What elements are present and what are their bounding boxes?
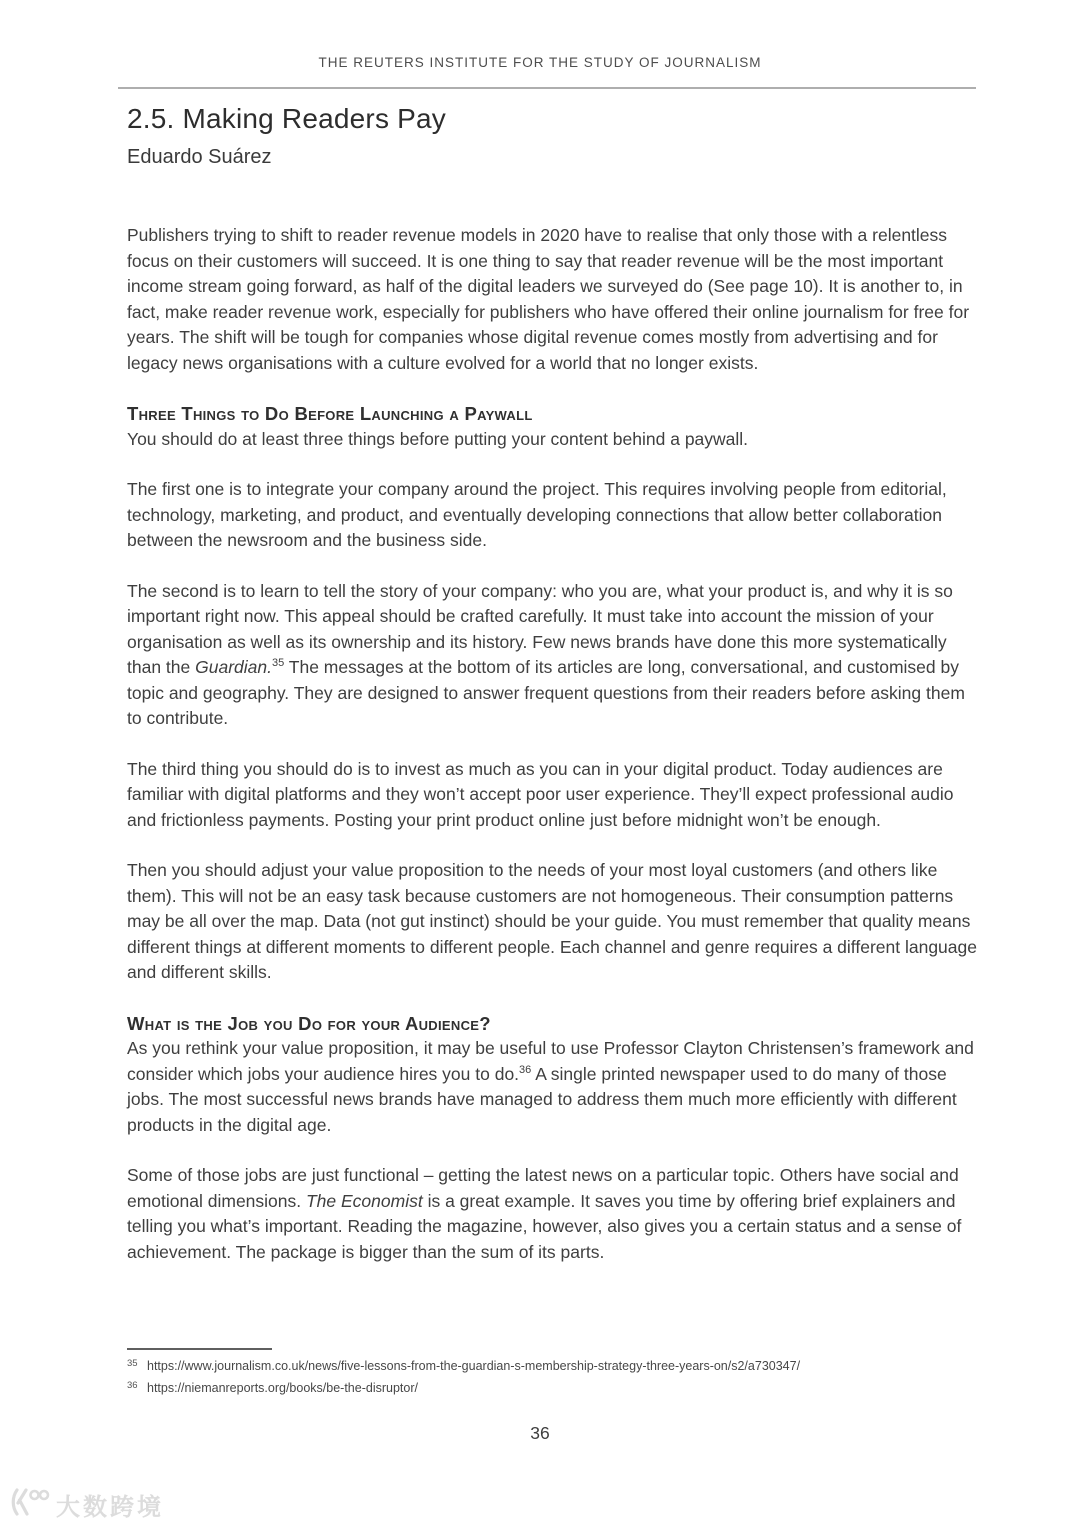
watermark	[10, 1487, 164, 1522]
footnote-link[interactable]: https://www.journalism.co.uk/news/five-lessons-from-the-guardian-s-membership-strategy-three-years-on/s2/a730347/	[147, 1359, 801, 1373]
paragraph-story-post: The messages at the bottom of its articles are long, conversational, and customised by topic and geography. They are designed to answer frequent questions from their readers before asking them to contribute.	[127, 657, 965, 728]
section-heading-audience: What is the Job you Do for your Audience?	[127, 1012, 491, 1034]
footnote-item	[127, 1378, 977, 1400]
paragraph-story-pre: The second is to learn to tell the story of your company: who you are, what your product is, and why it is so important right now. This appeal should be crafted carefully. It must take into account the mission of your organisation as well as its ownership and its history. Few news brands have done this more systematically than the	[127, 580, 953, 677]
paragraph-intro: Publishers trying to shift to reader revenue models in 2020 have to realise that only those with a relentless focus on their customers will succeed. It is one thing to say that reader revenue will be the most important income stream going forward, as half of the digital leaders we surveyed do (See page 10). It is another to, in fact, make reader revenue work, especially for publishers who have offered their online journalism for free for years. The shift will be tough for companies whose digital revenue comes mostly from advertising and for legacy news organisations with a culture evolved for a world that no longer exists.	[127, 225, 970, 373]
paragraph-example-pre: Some of those jobs are just functional – getting the latest news on a particular topic. Others have social and emotional dimensions.	[127, 1165, 959, 1211]
header-rule	[118, 87, 976, 89]
guardian-italic: Guardian.	[195, 657, 272, 677]
page-number: 36	[530, 1423, 550, 1443]
paragraph-integrate: The first one is to integrate your company around the project. This requires involving people from editorial, technology, marketing, and product, and eventually developing connections that allow better collaboration between the newsroom and the business side.	[127, 479, 947, 550]
running-header: THE REUTERS INSTITUTE FOR THE STUDY OF JOURNALISM	[318, 55, 762, 70]
footnote-separator	[127, 1348, 272, 1350]
section-heading-paywall: Three Things to Do Before Launching a Paywall	[127, 403, 533, 424]
footnote-ref-36: 36	[519, 1063, 532, 1076]
economist-italic: The Economist	[305, 1190, 423, 1211]
article-body	[127, 223, 977, 1265]
footnote-number: 36	[127, 1380, 138, 1391]
paragraph-story	[127, 579, 977, 732]
watermark-label: 大数跨境	[56, 1494, 164, 1521]
footnote-link[interactable]: https://niemanreports.org/books/be-the-disruptor/	[147, 1381, 418, 1395]
paragraph-invest: The third thing you should do is to invest as much as you can in your digital product. Today audiences are familiar with digital platforms and they won’t accept poor user experience. They’ll expect professional audio and frictionless payments. Posting your print product online just before midnight won’t be enough.	[127, 758, 954, 830]
footnotes-block	[127, 1348, 977, 1400]
paragraph-jobs	[127, 1036, 977, 1138]
paragraph-jobs-pre: As you rethink your value proposition, it may be useful to use Professor Clayton Christensen’s framework and consider which jobs your audience hires you to do.	[127, 1038, 974, 1084]
watermark-logo-icon	[10, 1487, 50, 1522]
paragraph-example	[127, 1163, 977, 1265]
footnote-item	[127, 1356, 977, 1378]
paragraph-lead: You should do at least three things before putting your content behind a paywall.	[127, 428, 749, 449]
paragraph-example-post: is a great example. It saves you time by offering brief explainers and telling you what’s important. Reading the magazine, however, also gives you a certain status and a sense of achievement. The package is bigger than the sum of its parts.	[127, 1190, 962, 1262]
footnote-number: 35	[127, 1358, 138, 1369]
paragraph-value: Then you should adjust your value proposition to the needs of your most loyal customers (and others like them). This will not be an easy task because customers are not homogeneous. Their consumption patterns may be all over the map. Data (not gut instinct) should be your guide. You must remember that quality means different things at different moments to different people. Each channel and genre requires a different language and different skills.	[127, 860, 977, 982]
page-title: 2.5. Making Readers Pay	[127, 103, 446, 134]
paragraph-jobs-post: A single printed newspaper used to do many of those jobs. The most successful news brands have managed to address them much more efficiently with different products in the digital age.	[127, 1063, 957, 1135]
footnote-ref-35: 35	[271, 657, 285, 670]
author-name: Eduardo Suárez	[127, 146, 272, 168]
